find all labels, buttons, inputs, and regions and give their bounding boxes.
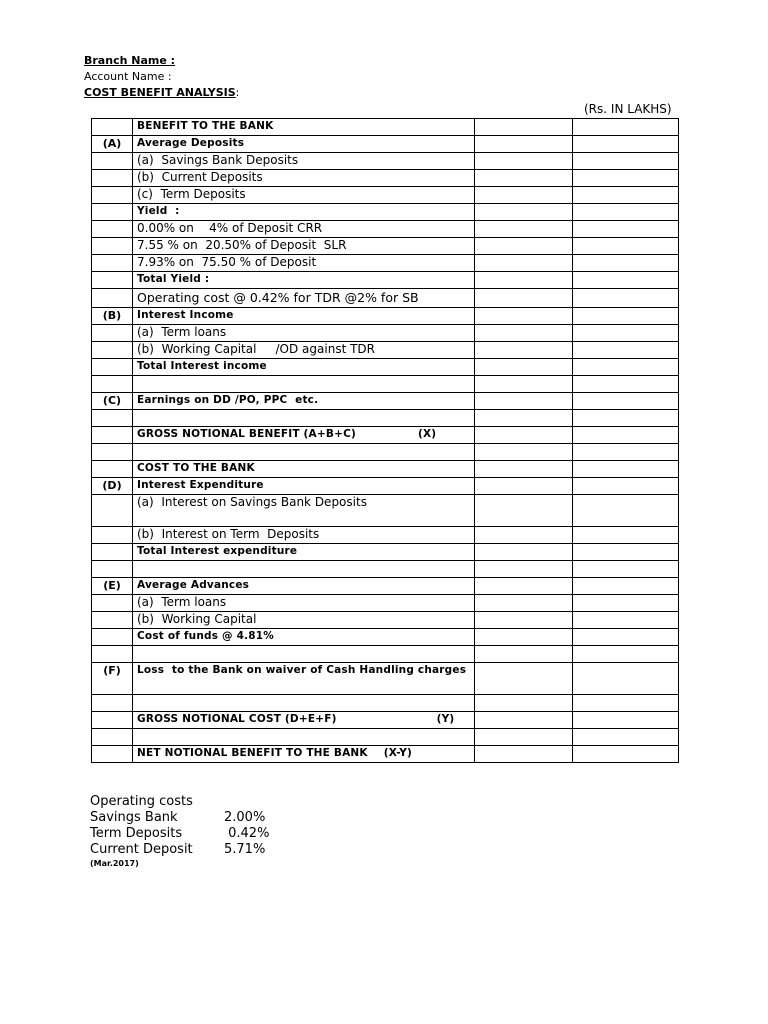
operating-cost-row <box>90 826 284 842</box>
table-row <box>92 342 679 359</box>
value-cell <box>475 612 573 629</box>
value-cell <box>475 629 573 646</box>
row-label <box>133 695 475 712</box>
row-label <box>133 495 475 527</box>
section-code <box>92 153 133 170</box>
row-label-text: (a) Savings Bank Deposits <box>137 153 299 167</box>
row-label <box>133 461 475 478</box>
value-cell <box>573 478 679 495</box>
section-code: (C) <box>92 393 133 410</box>
value-cell <box>475 153 573 170</box>
account-name-label: Account Name : <box>84 70 172 83</box>
table-row <box>92 136 679 153</box>
value-cell <box>475 221 573 238</box>
value-cell <box>573 204 679 221</box>
row-label-text: (b) Working Capital <box>137 612 257 626</box>
section-code <box>92 695 133 712</box>
table-row <box>92 376 679 393</box>
value-cell <box>573 629 679 646</box>
section-code <box>92 170 133 187</box>
operating-cost-value: 0.42% <box>224 826 270 841</box>
row-label <box>133 342 475 359</box>
table-row <box>92 663 679 695</box>
row-label <box>133 612 475 629</box>
row-label-text: Cost of funds @ 4.81% <box>137 630 275 642</box>
value-cell <box>475 729 573 746</box>
value-cell <box>475 444 573 461</box>
operating-cost-row <box>90 810 284 826</box>
table-row <box>92 359 679 376</box>
row-label-text: Total Interest expenditure <box>137 545 298 557</box>
section-code <box>92 746 133 763</box>
row-label <box>133 359 475 376</box>
section-code <box>92 495 133 527</box>
row-label-text: Average Deposits <box>137 137 245 149</box>
row-label-text: Yield : <box>137 205 180 217</box>
value-cell <box>573 646 679 663</box>
section-code <box>92 187 133 204</box>
row-label <box>133 255 475 272</box>
section-code <box>92 204 133 221</box>
row-label-text: Earnings on DD /PO, PPC etc. <box>137 394 319 406</box>
section-code <box>92 119 133 136</box>
row-label <box>133 221 475 238</box>
row-label <box>133 325 475 342</box>
section-code <box>92 359 133 376</box>
value-cell <box>475 325 573 342</box>
section-code: (E) <box>92 578 133 595</box>
value-cell <box>573 153 679 170</box>
table-row <box>92 612 679 629</box>
value-cell <box>573 695 679 712</box>
table-row <box>92 204 679 221</box>
table-row <box>92 255 679 272</box>
row-label-text: BENEFIT TO THE BANK <box>137 120 274 132</box>
value-cell <box>475 342 573 359</box>
value-cell <box>475 308 573 325</box>
row-label <box>133 578 475 595</box>
value-cell <box>475 170 573 187</box>
table-row <box>92 695 679 712</box>
value-cell <box>475 746 573 763</box>
row-label <box>133 136 475 153</box>
value-cell <box>573 136 679 153</box>
value-cell <box>573 238 679 255</box>
value-cell <box>573 359 679 376</box>
section-code: (D) <box>92 478 133 495</box>
value-cell <box>475 427 573 444</box>
table-row <box>92 729 679 746</box>
row-label-text: (b) Current Deposits <box>137 170 263 184</box>
value-cell <box>573 272 679 289</box>
table-row <box>92 495 679 527</box>
value-cell <box>573 187 679 204</box>
value-cell <box>475 204 573 221</box>
operating-costs-block <box>90 794 284 869</box>
table-row <box>92 272 679 289</box>
row-label <box>133 289 475 308</box>
value-cell <box>475 410 573 427</box>
section-code <box>92 527 133 544</box>
value-cell <box>573 729 679 746</box>
row-label <box>133 478 475 495</box>
section-code <box>92 376 133 393</box>
row-label <box>133 204 475 221</box>
table-row <box>92 527 679 544</box>
operating-cost-value: 5.71% <box>224 842 266 857</box>
value-cell <box>573 595 679 612</box>
table-row <box>92 561 679 578</box>
row-label-text: Loss to the Bank on waiver of Cash Handling charges <box>137 664 467 676</box>
value-cell <box>573 289 679 308</box>
table-row <box>92 119 679 136</box>
row-label <box>133 187 475 204</box>
table-row <box>92 578 679 595</box>
section-code <box>92 325 133 342</box>
row-mark: (X) <box>417 428 437 440</box>
value-cell <box>475 595 573 612</box>
table-row <box>92 646 679 663</box>
table-row <box>92 393 679 410</box>
value-cell <box>475 119 573 136</box>
section-code <box>92 255 133 272</box>
section-code <box>92 289 133 308</box>
section-code <box>92 410 133 427</box>
table-row <box>92 325 679 342</box>
row-label-text: (a) Term loans <box>137 325 227 339</box>
row-label <box>133 646 475 663</box>
value-cell <box>573 410 679 427</box>
value-cell <box>573 427 679 444</box>
date-note: (Mar.2017) <box>90 859 139 868</box>
value-cell <box>573 663 679 695</box>
table-row <box>92 238 679 255</box>
operating-cost-name: Savings Bank <box>90 810 178 825</box>
row-label <box>133 119 475 136</box>
row-mark: (Y) <box>436 713 455 725</box>
value-cell <box>573 170 679 187</box>
value-cell <box>573 342 679 359</box>
value-cell <box>475 461 573 478</box>
row-label <box>133 746 475 763</box>
row-label <box>133 376 475 393</box>
value-cell <box>573 325 679 342</box>
table-row <box>92 221 679 238</box>
row-label-text: NET NOTIONAL BENEFIT TO THE BANK <box>137 747 368 759</box>
table-row <box>92 461 679 478</box>
value-cell <box>573 444 679 461</box>
section-code <box>92 561 133 578</box>
row-label-text: 7.93% on 75.50 % of Deposit <box>137 255 317 269</box>
document-title: COST BENEFIT ANALYSIS: <box>84 86 240 99</box>
row-label-text: COST TO THE BANK <box>137 462 255 474</box>
row-label <box>133 629 475 646</box>
value-cell <box>573 612 679 629</box>
table-row <box>92 410 679 427</box>
row-label-text: Interest Income <box>137 309 234 321</box>
row-label-text: Total Interest income <box>137 360 267 372</box>
row-label <box>133 153 475 170</box>
row-label <box>133 561 475 578</box>
row-label <box>133 410 475 427</box>
operating-costs-title: Operating costs <box>90 794 193 809</box>
value-cell <box>475 136 573 153</box>
value-cell <box>573 461 679 478</box>
section-code <box>92 342 133 359</box>
value-cell <box>475 663 573 695</box>
value-cell <box>573 527 679 544</box>
row-label <box>133 393 475 410</box>
row-label-text: Interest Expenditure <box>137 479 264 491</box>
section-code <box>92 238 133 255</box>
row-label-text: (b) Interest on Term Deposits <box>137 527 320 541</box>
value-cell <box>475 527 573 544</box>
section-code: (A) <box>92 136 133 153</box>
row-label <box>133 308 475 325</box>
table-row <box>92 544 679 561</box>
row-label <box>133 712 475 729</box>
operating-cost-name: Current Deposit <box>90 842 193 857</box>
row-label <box>133 527 475 544</box>
operating-cost-row <box>90 842 284 858</box>
table-row <box>92 444 679 461</box>
value-cell <box>573 578 679 595</box>
value-cell <box>475 255 573 272</box>
row-label <box>133 238 475 255</box>
section-code <box>92 646 133 663</box>
value-cell <box>573 308 679 325</box>
value-cell <box>573 376 679 393</box>
section-code <box>92 544 133 561</box>
row-label <box>133 544 475 561</box>
value-cell <box>475 359 573 376</box>
row-label-text: (a) Term loans <box>137 595 227 609</box>
value-cell <box>475 561 573 578</box>
table-row <box>92 478 679 495</box>
row-label <box>133 272 475 289</box>
section-code <box>92 272 133 289</box>
value-cell <box>475 544 573 561</box>
section-code <box>92 729 133 746</box>
value-cell <box>573 712 679 729</box>
value-cell <box>573 255 679 272</box>
value-cell <box>475 495 573 527</box>
row-label-text: Total Yield : <box>137 273 210 285</box>
value-cell <box>573 221 679 238</box>
table-row <box>92 308 679 325</box>
row-label <box>133 427 475 444</box>
table-row <box>92 746 679 763</box>
row-label-text: 0.00% on 4% of Deposit CRR <box>137 221 323 235</box>
section-code <box>92 221 133 238</box>
row-label-text: GROSS NOTIONAL BENEFIT (A+B+C) <box>137 428 356 440</box>
section-code <box>92 461 133 478</box>
value-cell <box>573 544 679 561</box>
row-label-text: Average Advances <box>137 579 250 591</box>
value-cell <box>573 393 679 410</box>
operating-cost-name: Term Deposits <box>90 826 183 841</box>
table-row <box>92 629 679 646</box>
row-label-text: (c) Term Deposits <box>137 187 246 201</box>
value-cell <box>475 646 573 663</box>
row-label-text: (a) Interest on Savings Bank Deposits <box>137 495 367 509</box>
value-cell <box>475 376 573 393</box>
section-code <box>92 612 133 629</box>
row-label-text: GROSS NOTIONAL COST (D+E+F) <box>137 713 337 725</box>
value-cell <box>573 561 679 578</box>
table-row <box>92 595 679 612</box>
table-row <box>92 170 679 187</box>
section-code <box>92 427 133 444</box>
operating-cost-value: 2.00% <box>224 810 266 825</box>
value-cell <box>475 238 573 255</box>
section-code: (B) <box>92 308 133 325</box>
value-cell <box>475 393 573 410</box>
section-code <box>92 629 133 646</box>
table-row <box>92 187 679 204</box>
row-label <box>133 595 475 612</box>
table-row <box>92 153 679 170</box>
units-note: (Rs. IN LAKHS) <box>584 102 672 116</box>
table-row <box>92 289 679 308</box>
section-code: (F) <box>92 663 133 695</box>
row-label <box>133 729 475 746</box>
cost-benefit-table <box>91 118 679 763</box>
value-cell <box>475 289 573 308</box>
row-label-text: Operating cost @ 0.42% for TDR @2% for SB <box>137 290 419 305</box>
value-cell <box>475 272 573 289</box>
table-row <box>92 712 679 729</box>
value-cell <box>475 187 573 204</box>
section-code <box>92 595 133 612</box>
row-label <box>133 663 475 695</box>
section-code <box>92 712 133 729</box>
value-cell <box>475 578 573 595</box>
table-row <box>92 427 679 444</box>
row-label <box>133 444 475 461</box>
section-code <box>92 444 133 461</box>
branch-name-label: Branch Name : <box>84 54 176 67</box>
value-cell <box>573 119 679 136</box>
value-cell <box>475 712 573 729</box>
row-mark: (X-Y) <box>383 747 413 759</box>
row-label-text: 7.55 % on 20.50% of Deposit SLR <box>137 238 347 252</box>
value-cell <box>475 478 573 495</box>
row-label-text: (b) Working Capital /OD against TDR <box>137 342 376 356</box>
row-label <box>133 170 475 187</box>
value-cell <box>475 695 573 712</box>
value-cell <box>573 495 679 527</box>
value-cell <box>573 746 679 763</box>
